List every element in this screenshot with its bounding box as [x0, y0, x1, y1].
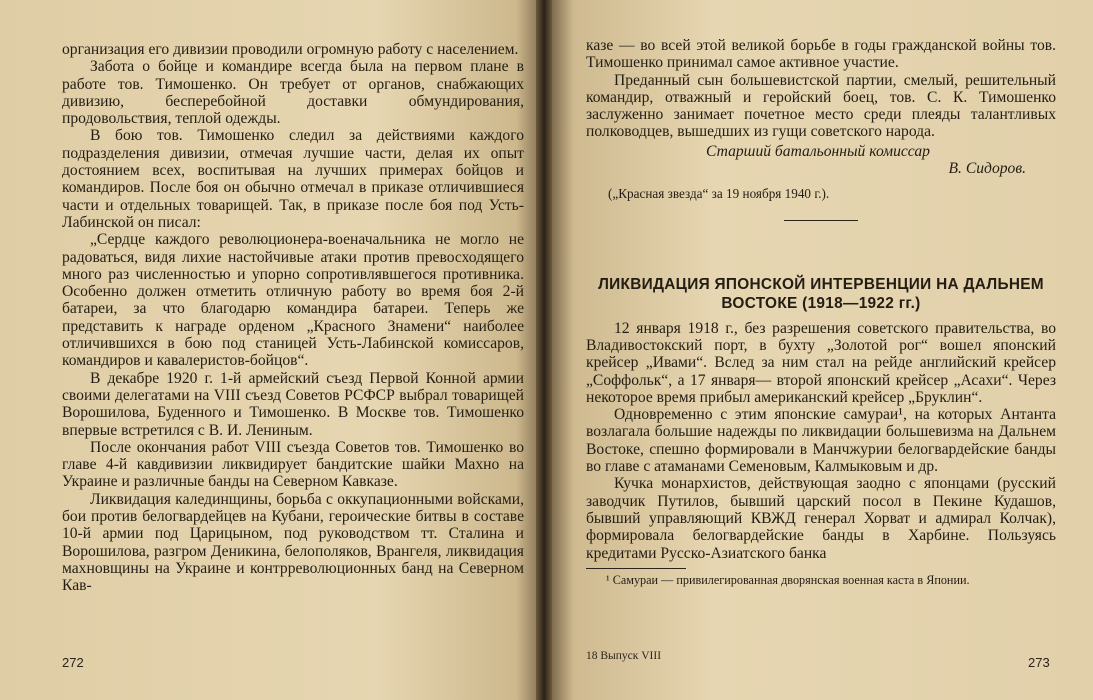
paragraph: После окончания работ VIII съезда Советов тов. Тимошенко во главе 4-й кавдивизии ликвидирует бандитские шайки Махно на Украине и различные банды на Северном Кавказе. [62, 438, 524, 491]
paragraph: Кучка монархистов, действующая заодно с японцами (русский заводчик Путилов, бывший царский посол в Пекине Кудашов, бывший управляющий КВЖД генерал Хорват и адмирал Колчак), формировала белогвардейские банды в Харбине. Пользуясь кредитами Русско-Азиатского банка [586, 475, 1056, 562]
footnote-divider [586, 568, 686, 569]
chapter-title: ЛИКВИДАЦИЯ ЯПОНСКОЙ ИНТЕРВЕНЦИИ НА ДАЛЬНЕМ ВОСТОКЕ (1918—1922 гг.) [598, 275, 1044, 312]
paragraph: казе — во всей этой великой борьбе в годы гражданской войны тов. Тимошенко принимал самое активное участие. [586, 37, 1056, 72]
source-citation: („Красная звезда“ за 19 ноября 1940 г.). [608, 186, 830, 202]
paragraph: 12 января 1918 г., без разрешения советского правительства, во Владивостокский порт, в бухту „Золотой рог“ вошел японский крейсер „Ивами“. Вслед за ним стал на рейде английский крейсер „Соффольк“, а 17 января— второй японский крейсер „Асахи“. Через некоторое время прибыл американский крейсер „Бруклин“. [586, 319, 1056, 406]
paragraph: Преданный сын большевистской партии, смелый, решительный командир, отважный и геройский боец, тов. С. К. Тимошенко заслуженно занимает почетное место среди плеяды талантливых полководцев, вышедших из гущи советского народа. [586, 71, 1056, 141]
footnote: ¹ Самураи — привилегированная дворянская военная каста в Японии. [606, 572, 970, 587]
signature-name: В. Сидоров. [948, 160, 1026, 178]
page-number: 272 [62, 655, 84, 670]
right-page [552, 0, 1093, 700]
left-page [0, 0, 538, 700]
signature-title: Старший батальонный комиссар [706, 142, 930, 160]
left-text-column [62, 41, 524, 595]
quote-paragraph: „Сердце каждого революционера-военачальника не могло не радоваться, видя лихие настойчивые атаки против превосходящего много раз численностью и упорно сопротивлявшегося противника. Особенно должен отметить отличную работу во время боя 2-й батареи, за что благодарю командира батареи. Теперь же представить к награде орденом „Красного Знамени“ наиболее отличившихся в бою под станицей Усть-Лабинской комиссаров, командиров и кавалеристов-бойцов“. [62, 231, 524, 370]
paragraph: В декабре 1920 г. 1-й армейский съезд Первой Конной армии своими делегатами на VIII съезд Советов РСФСР выбрал товарищей Ворошилова, Буденного и Тимошенко. В Москве тов. Тимошенко впервые встретился с В. И. Лениным. [62, 369, 524, 439]
paragraph: В бою тов. Тимошенко следил за действиями каждого подразделения дивизии, отмечая лучшие части, делая их опыт достоянием всех, воспитывая на лучших примерах бойцов и командиров. После боя он обычно отмечал в приказе отличившиеся части и отдельных товарищей. Так, в приказе после боя под Усть-Лабинской он писал: [62, 127, 524, 231]
paragraph: Одновременно с этим японские самураи¹, на которых Антанта возлагала большие надежды по ликвидации большевизма на Дальнем Востоке, спешно формировали в Манчжурии белогвардейские банды во главе с атаманами Семеновым, Калмыковым и др. [586, 406, 1056, 476]
section-divider [784, 220, 858, 221]
paragraph: Ликвидация калединщины, борьба с оккупационными войсками, бои против белогвардейцев на Кубани, героические битвы в составе 10-й армии под Царицыном, под руководством тт. Сталина и Ворошилова, разгром Деникина, белополяков, Врангеля, ликвидация махновщины на Украине и контрреволюционных банд на Северном Кав- [62, 490, 524, 595]
right-text-column [586, 37, 1056, 587]
paragraph: Забота о бойце и командире всегда была на первом плане в работе тов. Тимошенко. Он требует от органов, снабжающих дивизию, бесперебойной доставки обмундирования, продовольствия, теплой одежды. [62, 58, 524, 128]
printer-signature-mark: 18 Выпуск VIII [586, 650, 662, 662]
paragraph: организация его дивизии проводили огромную работу с населением. [62, 41, 519, 58]
page-number: 273 [1028, 655, 1050, 670]
